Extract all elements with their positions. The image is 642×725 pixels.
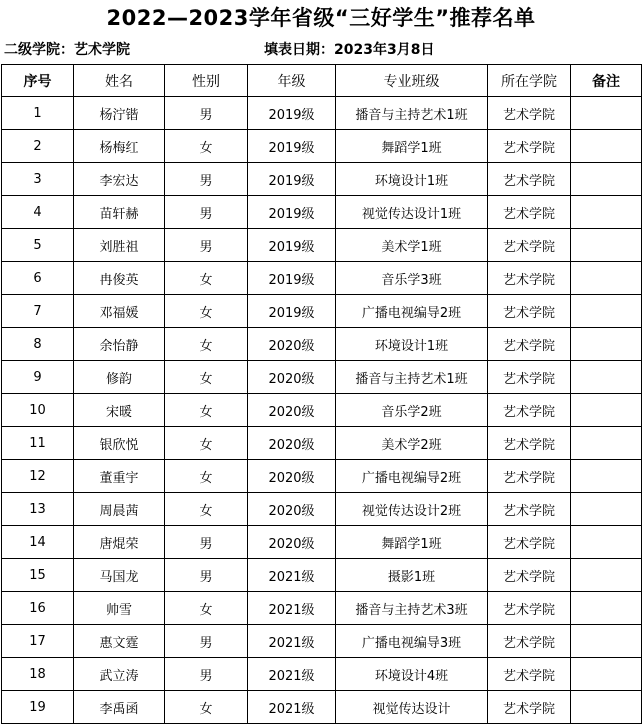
cell-remarks xyxy=(571,526,642,559)
cell-college: 艺术学院 xyxy=(488,493,571,526)
table-header-row xyxy=(2,65,642,97)
cell-name: 李宏达 xyxy=(74,163,165,196)
cell-college: 艺术学院 xyxy=(488,658,571,691)
cell-index: 1 xyxy=(2,97,74,130)
table-row xyxy=(2,328,642,361)
cell-index: 18 xyxy=(2,658,74,691)
cell-college: 艺术学院 xyxy=(488,592,571,625)
cell-remarks xyxy=(571,460,642,493)
cell-grade: 2020级 xyxy=(248,460,336,493)
cell-remarks xyxy=(571,394,642,427)
table-row xyxy=(2,97,642,130)
cell-name: 刘胜祖 xyxy=(74,229,165,262)
cell-grade: 2019级 xyxy=(248,262,336,295)
cell-name: 苗轩赫 xyxy=(74,196,165,229)
table-row xyxy=(2,196,642,229)
cell-college: 艺术学院 xyxy=(488,295,571,328)
cell-index: 5 xyxy=(2,229,74,262)
cell-name: 马国龙 xyxy=(74,559,165,592)
table-row xyxy=(2,658,642,691)
table-row xyxy=(2,394,642,427)
table-row xyxy=(2,691,642,724)
cell-remarks xyxy=(571,130,642,163)
cell-remarks xyxy=(571,625,642,658)
cell-remarks xyxy=(571,691,642,724)
form-meta xyxy=(0,36,642,64)
cell-gender: 男 xyxy=(165,625,248,658)
table-row xyxy=(2,262,642,295)
cell-index: 12 xyxy=(2,460,74,493)
cell-remarks xyxy=(571,328,642,361)
cell-grade: 2021级 xyxy=(248,592,336,625)
table-row xyxy=(2,592,642,625)
cell-index: 14 xyxy=(2,526,74,559)
cell-class: 视觉传达设计 xyxy=(336,691,488,724)
cell-index: 16 xyxy=(2,592,74,625)
cell-name: 杨泞锴 xyxy=(74,97,165,130)
table-row xyxy=(2,130,642,163)
cell-gender: 女 xyxy=(165,493,248,526)
cell-remarks xyxy=(571,295,642,328)
cell-name: 余怡静 xyxy=(74,328,165,361)
cell-grade: 2019级 xyxy=(248,196,336,229)
page-title: 2022—2023学年省级“三好学生”推荐名单 xyxy=(106,6,536,30)
cell-remarks xyxy=(571,196,642,229)
cell-name: 冉俊英 xyxy=(74,262,165,295)
cell-grade: 2020级 xyxy=(248,361,336,394)
cell-name: 李禹函 xyxy=(74,691,165,724)
cell-college: 艺术学院 xyxy=(488,262,571,295)
table-row xyxy=(2,493,642,526)
cell-remarks xyxy=(571,97,642,130)
cell-college: 艺术学院 xyxy=(488,229,571,262)
cell-gender: 女 xyxy=(165,592,248,625)
cell-class: 环境设计4班 xyxy=(336,658,488,691)
cell-index: 3 xyxy=(2,163,74,196)
cell-class: 环境设计1班 xyxy=(336,163,488,196)
cell-gender: 女 xyxy=(165,130,248,163)
cell-gender: 女 xyxy=(165,460,248,493)
table-row xyxy=(2,460,642,493)
cell-college: 艺术学院 xyxy=(488,97,571,130)
cell-index: 10 xyxy=(2,394,74,427)
nominee-table xyxy=(1,64,642,724)
cell-gender: 女 xyxy=(165,394,248,427)
cell-grade: 2021级 xyxy=(248,658,336,691)
cell-class: 视觉传达设计2班 xyxy=(336,493,488,526)
cell-gender: 男 xyxy=(165,526,248,559)
cell-grade: 2020级 xyxy=(248,493,336,526)
cell-index: 8 xyxy=(2,328,74,361)
table-row xyxy=(2,295,642,328)
cell-class: 播音与主持艺术1班 xyxy=(336,97,488,130)
table-row xyxy=(2,427,642,460)
cell-college: 艺术学院 xyxy=(488,163,571,196)
cell-index: 17 xyxy=(2,625,74,658)
cell-class: 广播电视编导2班 xyxy=(336,460,488,493)
cell-class: 播音与主持艺术1班 xyxy=(336,361,488,394)
cell-remarks xyxy=(571,592,642,625)
cell-grade: 2020级 xyxy=(248,427,336,460)
cell-grade: 2019级 xyxy=(248,295,336,328)
cell-gender: 男 xyxy=(165,658,248,691)
cell-class: 舞蹈学1班 xyxy=(336,130,488,163)
cell-name: 武立涛 xyxy=(74,658,165,691)
cell-name: 唐焜荣 xyxy=(74,526,165,559)
cell-name: 帅雪 xyxy=(74,592,165,625)
cell-grade: 2020级 xyxy=(248,526,336,559)
cell-index: 15 xyxy=(2,559,74,592)
cell-grade: 2019级 xyxy=(248,130,336,163)
table-row xyxy=(2,625,642,658)
cell-gender: 女 xyxy=(165,427,248,460)
cell-index: 6 xyxy=(2,262,74,295)
col-college-header: 所在学院 xyxy=(488,65,571,97)
table-row xyxy=(2,361,642,394)
cell-class: 音乐学3班 xyxy=(336,262,488,295)
table-row xyxy=(2,526,642,559)
cell-college: 艺术学院 xyxy=(488,361,571,394)
table-body xyxy=(2,97,642,724)
cell-class: 视觉传达设计1班 xyxy=(336,196,488,229)
cell-remarks xyxy=(571,493,642,526)
cell-class: 广播电视编导2班 xyxy=(336,295,488,328)
cell-college: 艺术学院 xyxy=(488,427,571,460)
col-index-header: 序号 xyxy=(2,65,74,97)
cell-name: 邓福媛 xyxy=(74,295,165,328)
cell-remarks xyxy=(571,163,642,196)
cell-index: 19 xyxy=(2,691,74,724)
cell-remarks xyxy=(571,658,642,691)
cell-name: 修韵 xyxy=(74,361,165,394)
col-class-header: 专业班级 xyxy=(336,65,488,97)
cell-name: 宋暖 xyxy=(74,394,165,427)
cell-gender: 男 xyxy=(165,97,248,130)
cell-grade: 2019级 xyxy=(248,163,336,196)
cell-index: 11 xyxy=(2,427,74,460)
cell-remarks xyxy=(571,262,642,295)
cell-remarks xyxy=(571,361,642,394)
cell-name: 董重宇 xyxy=(74,460,165,493)
cell-grade: 2019级 xyxy=(248,97,336,130)
cell-remarks xyxy=(571,559,642,592)
cell-college: 艺术学院 xyxy=(488,460,571,493)
cell-college: 艺术学院 xyxy=(488,526,571,559)
cell-grade: 2021级 xyxy=(248,691,336,724)
col-gender-header: 性别 xyxy=(165,65,248,97)
cell-name: 银欣悦 xyxy=(74,427,165,460)
cell-gender: 女 xyxy=(165,295,248,328)
cell-remarks xyxy=(571,427,642,460)
table-row xyxy=(2,229,642,262)
cell-college: 艺术学院 xyxy=(488,130,571,163)
cell-class: 舞蹈学1班 xyxy=(336,526,488,559)
cell-class: 摄影1班 xyxy=(336,559,488,592)
college-label: 二级学院：艺术学院 xyxy=(4,42,130,58)
cell-index: 9 xyxy=(2,361,74,394)
table-row xyxy=(2,559,642,592)
cell-gender: 男 xyxy=(165,559,248,592)
cell-class: 环境设计1班 xyxy=(336,328,488,361)
cell-college: 艺术学院 xyxy=(488,625,571,658)
col-name-header: 姓名 xyxy=(74,65,165,97)
cell-index: 13 xyxy=(2,493,74,526)
cell-class: 美术学1班 xyxy=(336,229,488,262)
cell-class: 播音与主持艺术3班 xyxy=(336,592,488,625)
cell-grade: 2019级 xyxy=(248,229,336,262)
cell-class: 音乐学2班 xyxy=(336,394,488,427)
cell-gender: 男 xyxy=(165,196,248,229)
cell-college: 艺术学院 xyxy=(488,196,571,229)
cell-gender: 女 xyxy=(165,262,248,295)
cell-college: 艺术学院 xyxy=(488,691,571,724)
cell-gender: 男 xyxy=(165,229,248,262)
cell-gender: 女 xyxy=(165,361,248,394)
cell-index: 4 xyxy=(2,196,74,229)
cell-college: 艺术学院 xyxy=(488,328,571,361)
cell-gender: 女 xyxy=(165,691,248,724)
cell-remarks xyxy=(571,229,642,262)
cell-college: 艺术学院 xyxy=(488,394,571,427)
cell-gender: 男 xyxy=(165,163,248,196)
cell-name: 周晨茜 xyxy=(74,493,165,526)
cell-name: 杨梅红 xyxy=(74,130,165,163)
col-grade-header: 年级 xyxy=(248,65,336,97)
cell-index: 7 xyxy=(2,295,74,328)
cell-grade: 2021级 xyxy=(248,625,336,658)
cell-name: 惠文霆 xyxy=(74,625,165,658)
fill-date-label: 填表日期：2023年3月8日 xyxy=(264,42,435,58)
cell-college: 艺术学院 xyxy=(488,559,571,592)
cell-grade: 2020级 xyxy=(248,394,336,427)
cell-class: 美术学2班 xyxy=(336,427,488,460)
cell-gender: 女 xyxy=(165,328,248,361)
cell-grade: 2020级 xyxy=(248,328,336,361)
cell-class: 广播电视编导3班 xyxy=(336,625,488,658)
cell-grade: 2021级 xyxy=(248,559,336,592)
cell-index: 2 xyxy=(2,130,74,163)
table-row xyxy=(2,163,642,196)
col-remarks-header: 备注 xyxy=(571,65,642,97)
